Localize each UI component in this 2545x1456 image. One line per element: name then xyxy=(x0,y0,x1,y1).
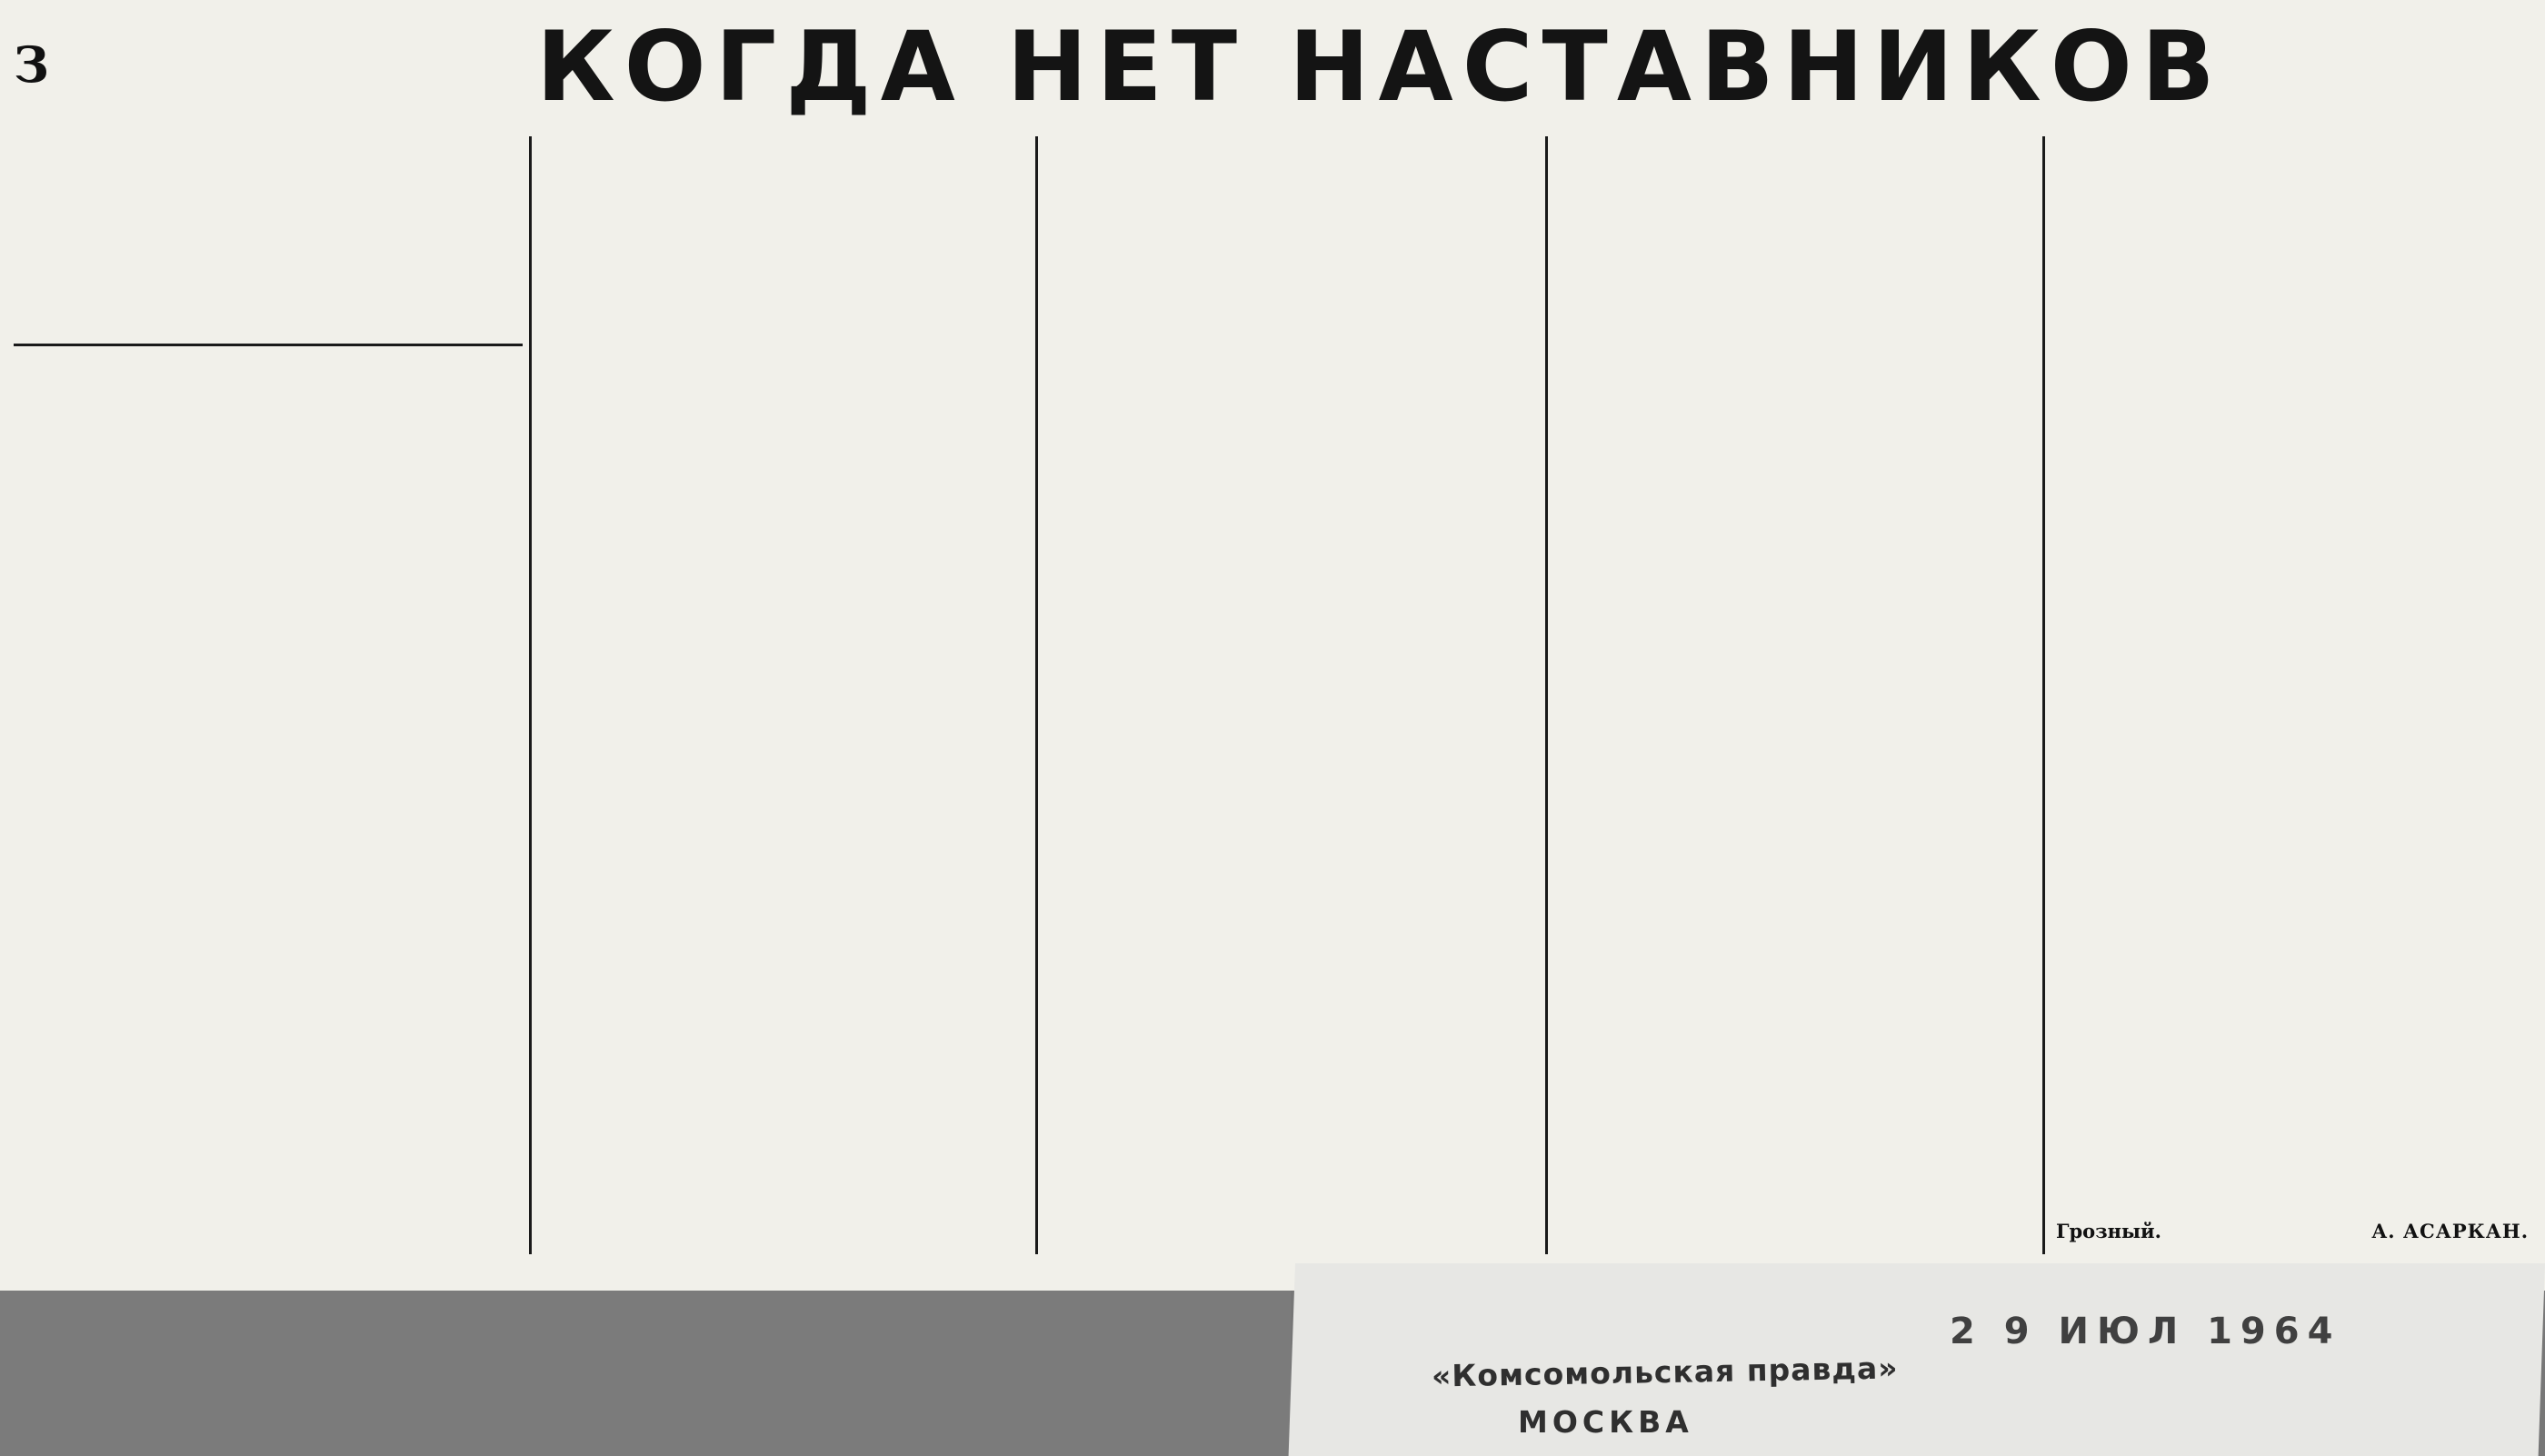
article-column-4 xyxy=(1556,136,2033,1263)
lead-divider xyxy=(14,344,523,346)
column-rule xyxy=(1545,136,1548,1254)
archive-stamp-paper: «Комсомольская правда» xyxy=(1431,1350,1899,1394)
background-strip xyxy=(0,1291,1291,1456)
archive-stamp-date: 2 9 ИЮЛ 1964 xyxy=(1950,1311,2341,1352)
column-rule xyxy=(529,136,532,1254)
article-column-1 xyxy=(14,353,515,1262)
lead-paragraph xyxy=(14,16,523,344)
archive-stamp-city: МОСКВА xyxy=(1518,1404,1693,1440)
dropcap: З xyxy=(14,35,49,94)
column-rule xyxy=(1035,136,1038,1254)
headline: КОГДА НЕТ НАСТАВНИКОВ xyxy=(536,13,2224,122)
column-rule xyxy=(2042,136,2045,1254)
article-column-2 xyxy=(543,136,1024,1263)
author-signature: А. АСАРКАН. xyxy=(2371,1220,2529,1242)
article-column-5 xyxy=(2056,136,2529,1213)
article-column-3 xyxy=(1049,136,1535,1263)
dateline-place: Грозный. xyxy=(2056,1220,2161,1242)
byline xyxy=(2056,1220,2529,1251)
